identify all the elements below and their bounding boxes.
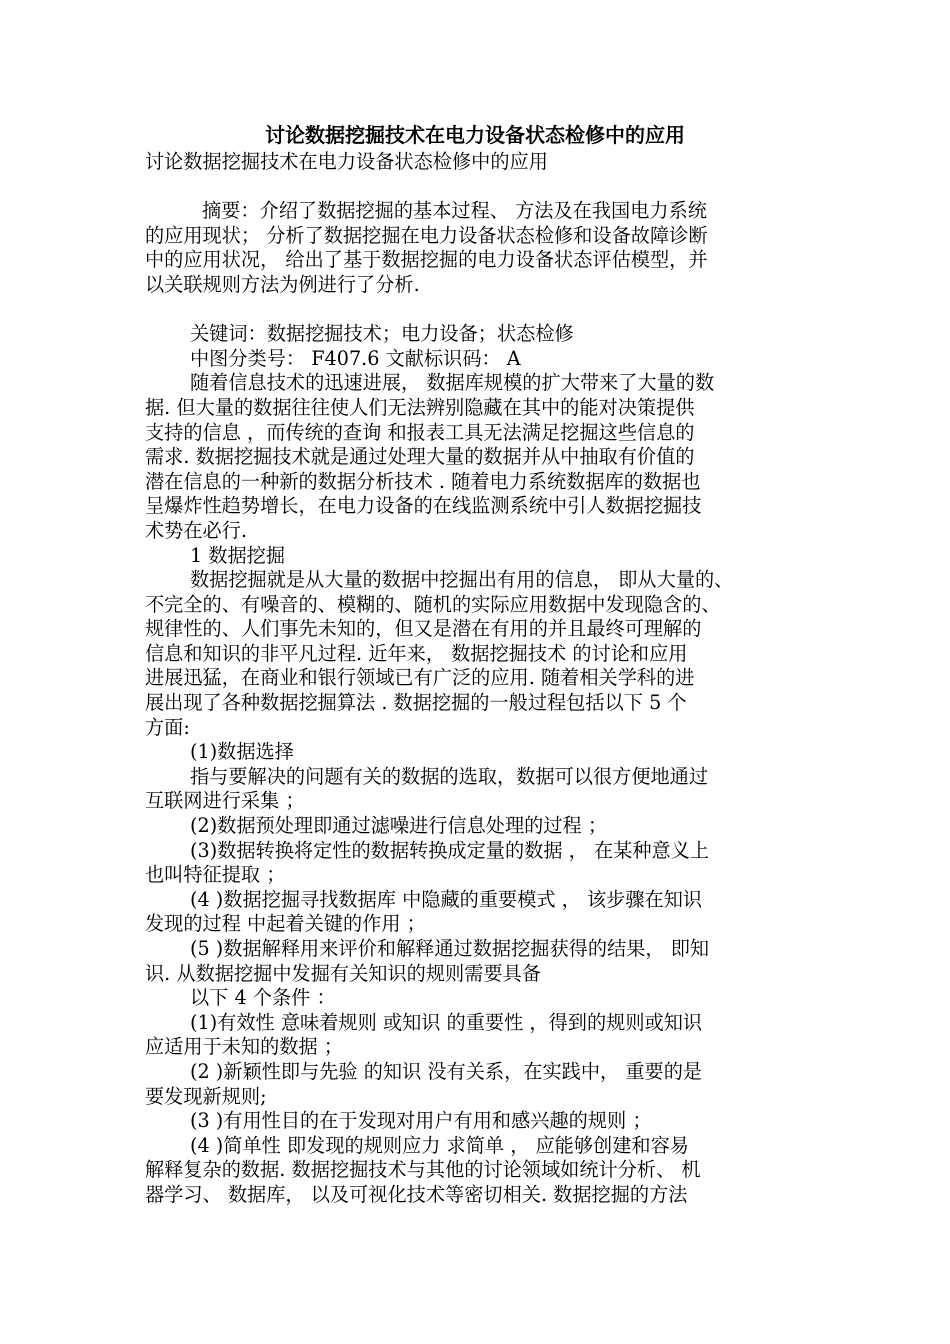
blank-line: [145, 298, 810, 323]
abstract-line: 的应用现状； 分析了数据挖掘在电力设备状态检修和设备故障诊断: [145, 223, 708, 247]
list-item: (3 )有用性目的在于发现对用户有用和感兴趣的规则 ；: [190, 1109, 652, 1133]
document-body: [145, 150, 810, 1208]
paragraph-line: 以下 4 个条件 ：: [190, 986, 336, 1010]
list-item: (2 )新颖性即与先验 的知识 没有关系，在实践中， 重要的是: [190, 1059, 703, 1083]
paragraph-line: 进展迅猛，在商业和银行领域已有广泛的应用. 随着相关学科的进: [145, 666, 695, 690]
paragraph-line: 要发现新规则;: [145, 1084, 267, 1108]
list-item: (5 )数据解释用来评价和解释通过数据挖掘获得的结果， 即知: [190, 937, 710, 960]
keywords-line: 关键词：数据挖掘技术；电力设备；状态检修: [190, 322, 574, 346]
section-heading: 1 数据挖掘: [190, 543, 286, 567]
classification-line: 中图分类号： F407.6 文献标识码： A: [190, 346, 521, 370]
paragraph-line: 展出现了各种数据挖掘算法 . 数据挖掘的一般过程包括以下 5 个: [145, 691, 687, 715]
paragraph-line: 方面:: [145, 715, 190, 739]
paragraph-line: 信息和知识的非平凡过程. 近年来， 数据挖掘技术 的讨论和应用: [145, 641, 688, 665]
paragraph-line: 数据挖掘就是从大量的数据中挖掘出有用的信息， 即从大量的、: [190, 568, 734, 592]
paragraph-line: 互联网进行采集 ；: [145, 789, 305, 813]
paragraph-line: 识. 从数据挖掘中发掘有关知识的规则需要具备: [145, 961, 541, 985]
abstract-line: 摘要：介绍了数据挖掘的基本过程、 方法及在我国电力系统: [202, 199, 707, 223]
paragraph-line: 不完全的、有噪音的、模糊的、随机的实际应用数据中发现隐含的、: [145, 592, 721, 616]
paragraph-line: 据. 但大量的数据往往使人们无法辨别隐藏在其中的能对决策提供: [145, 395, 695, 419]
paragraph-line: 术势在必行.: [145, 518, 248, 542]
list-item: (4 )简单性 即发现的规则应力 求简单 ， 应能够创建和容易: [190, 1133, 689, 1157]
list-item: (4 )数据挖掘寻找数据库 中隐藏的重要模式 ， 该步骤在知识: [190, 887, 703, 911]
blank-line: [145, 175, 810, 200]
abstract-line: 中的应用状况， 给出了基于数据挖掘的电力设备状态评估模型，并: [145, 248, 708, 272]
list-item: (1)数据选择: [190, 740, 294, 764]
list-item: (2)数据预处理即通过滤噪进行信息处理的过程 ；: [190, 814, 608, 838]
paragraph-line: 发现的过程 中起着关键的作用 ；: [145, 912, 426, 936]
list-item: (1)有效性 意味着规则 或知识 的重要性 ，得到的规则或知识: [190, 1010, 703, 1034]
paragraph-line: 规律性的、人们事先未知的，但又是潜在有用的并且最终可理解的: [145, 617, 702, 641]
abstract-line: 以关联规则方法为例进行了分析.: [145, 272, 420, 296]
document-title: 讨论数据挖掘技术在电力设备状态检修中的应用: [265, 123, 685, 147]
paragraph-line: 潜在信息的一种新的数据分析技术 . 随着电力系统数据库的数据也: [145, 469, 701, 493]
paragraph-line: 随着信息技术的迅速进展， 数据库规模的扩大带来了大量的数: [190, 371, 715, 395]
paragraph-line: 器学习、 数据库， 以及可视化技术等密切相关. 数据挖掘的方法: [145, 1182, 688, 1206]
list-item: (3)数据转换将定性的数据转换成定量的数据 ， 在某种意义上: [190, 838, 710, 862]
paragraph-line: 指与要解决的问题有关的数据的选取，数据可以很方便地通过: [190, 764, 709, 788]
paragraph-line: 解释复杂的数据. 数据挖掘技术与其他的讨论领域如统计分析、 机: [145, 1158, 701, 1182]
paragraph-line: 支持的信息 ，而传统的查询 和报表工具无法满足挖掘这些信息的: [145, 420, 695, 444]
paragraph-line: 呈爆炸性趋势增长，在电力设备的在线监测系统中引人数据挖掘技: [145, 494, 702, 518]
paragraph-line: 也叫特征提取 ；: [145, 863, 286, 887]
paragraph-line: 需求. 数据挖掘技术就是通过处理大量的数据并从中抽取有价值的: [145, 445, 695, 469]
paragraph-line: 应适用于未知的数据 ；: [145, 1035, 343, 1059]
document-subtitle: 讨论数据挖掘技术在电力设备状态检修中的应用: [145, 150, 548, 173]
